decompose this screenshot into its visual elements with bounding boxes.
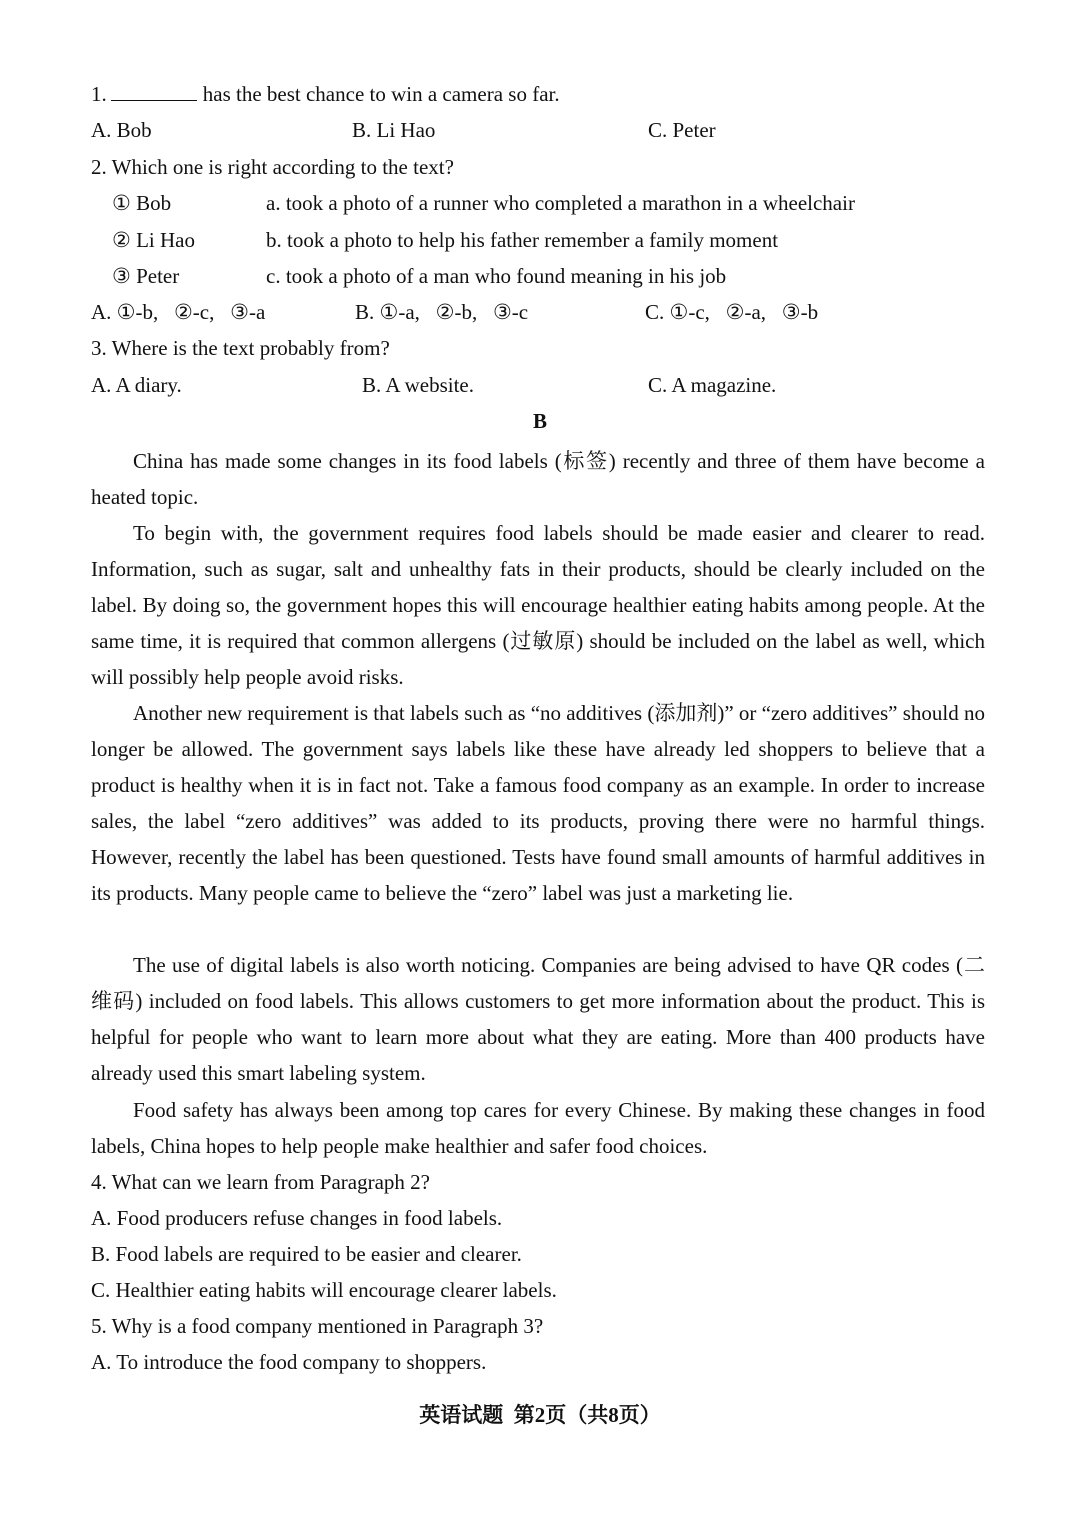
q2-description-c: c. took a photo of a man who found meaning in his job [266,264,727,288]
page-footer: 英语试题 第2页（共8页） [419,1403,661,1427]
section-b-heading: B [532,409,547,433]
q2-description-b: b. took a photo to help his father remember a family moment [266,228,779,252]
paragraph-3: Another new requirement is that labels such as “no additives (添加剂)” or “zero additives” should no longer be allowed. The government says labels like these have already led shoppers to believe that a product is healthy when it is in fact not. Take a famous food company as an example. In order to increase sales, the label “zero additives” was added to its products, proving there were no harmful things. However, recently the label has been questioned. Tests have found small amounts of harmful additives in its products. Many people came to believe the “zero” label was just a marketing lie. [91,701,986,905]
q1-stem-text: has the best chance to win a camera so far. [202,82,560,106]
q4-option-c: C. Healthier eating habits will encourage clearer labels. [91,1278,557,1302]
q2-person-2: ② Li Hao [112,228,195,252]
q3-option-c: C. A magazine. [648,373,777,397]
q2-option-a: A. ①-b, ②-c, ③-a [91,300,266,324]
q2-person-3: ③ Peter [112,264,180,288]
q2-stem: 2. Which one is right according to the text? [91,155,454,179]
q3-stem: 3. Where is the text probably from? [91,336,390,360]
q2-option-b: B. ①-a, ②-b, ③-c [355,300,529,324]
q4-option-a: A. Food producers refuse changes in food labels. [91,1206,503,1230]
paragraph-5: Food safety has always been among top cares for every Chinese. By making these changes in food labels, China hopes to help people make healthier and safer food choices. [91,1098,985,1158]
q3-option-a: A. A diary. [91,373,182,397]
paragraph-1: China has made some changes in its food labels (标签) recently and three of them have become a heated topic. [91,449,985,509]
q1-stem [91,80,560,108]
q5-stem: 5. Why is a food company mentioned in Paragraph 3? [91,1314,544,1338]
q2-person-1: ① Bob [112,191,172,215]
q1-option-a: A. Bob [91,118,152,142]
q1-option-b: B. Li Hao [352,118,436,142]
paragraph-2: To begin with, the government requires food labels should be made easier and clearer to read. Information, such as sugar, salt and unhealthy fats in their products, should be clearly included on the label. By doing so, the government hopes this will encourage healthier eating habits among people. At the same time, it is required that common allergens (过敏原) should be included on the label as well, which will possibly help people avoid risks. [91,521,985,689]
q4-option-b: B. Food labels are required to be easier and clearer. [91,1242,522,1266]
paragraph-4: The use of digital labels is also worth noticing. Companies are being advised to have QR codes (二维码) included on food labels. This allows customers to get more information about the product. This is helpful for people who want to learn more about what they are eating. More than 400 products have already used this smart labeling system. [91,953,985,1085]
q1-number: 1. [91,82,107,106]
q2-description-a: a. took a photo of a runner who completed a marathon in a wheelchair [266,191,855,215]
q4-stem: 4. What can we learn from Paragraph 2? [91,1170,430,1194]
q3-option-b: B. A website. [362,373,475,397]
q1-blank [111,82,197,101]
q1-option-c: C. Peter [648,118,716,142]
q5-option-a: A. To introduce the food company to shoppers. [91,1350,487,1374]
q2-option-c: C. ①-c, ②-a, ③-b [645,300,819,324]
